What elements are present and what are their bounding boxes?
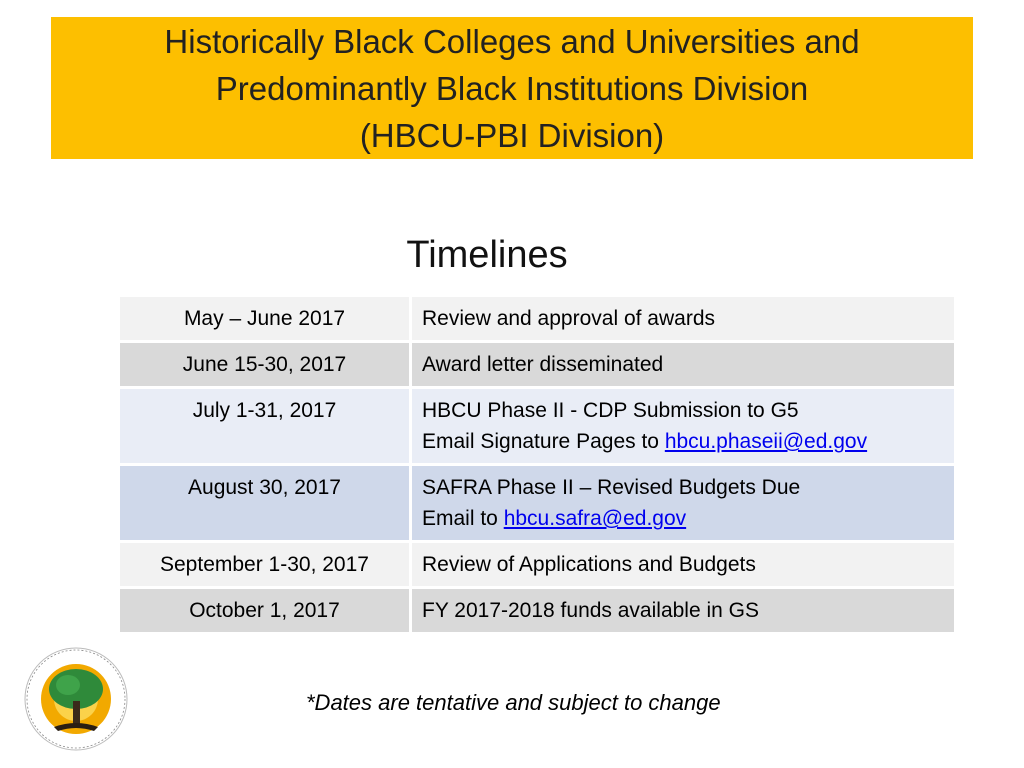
desc-line-2 — [422, 426, 944, 457]
date-cell: October 1, 2017 — [120, 589, 412, 632]
desc-cell — [412, 466, 954, 540]
desc-cell: Award letter disseminated — [412, 343, 954, 386]
desc-cell: Review of Applications and Budgets — [412, 543, 954, 586]
title-line-2: Predominantly Black Institutions Division — [215, 69, 809, 107]
section-title: Timelines — [406, 234, 568, 276]
email-link-safra[interactable]: hbcu.safra@ed.gov — [503, 507, 687, 530]
department-of-education-seal-icon — [24, 645, 128, 753]
desc-cell — [412, 389, 954, 463]
footnote: *Dates are tentative and subject to change — [306, 690, 721, 715]
timeline-table — [120, 294, 954, 635]
desc-line: HBCU Phase II - CDP Submission to G5 — [422, 399, 799, 422]
title-banner — [51, 17, 973, 159]
table-row — [120, 543, 954, 586]
date-cell: September 1-30, 2017 — [120, 543, 412, 586]
table-row — [120, 297, 954, 340]
desc-line-text: Email to — [422, 507, 504, 530]
table-row — [120, 343, 954, 386]
desc-line-text: Email Signature Pages to — [422, 430, 665, 453]
date-cell: May – June 2017 — [120, 297, 412, 340]
desc-cell: Review and approval of awards — [412, 297, 954, 340]
table-row — [120, 589, 954, 632]
desc-cell: FY 2017-2018 funds available in GS — [412, 589, 954, 632]
table-row — [120, 466, 954, 540]
email-link-phaseii[interactable]: hbcu.phaseii@ed.gov — [664, 430, 868, 453]
table-row — [120, 389, 954, 463]
date-cell: June 15-30, 2017 — [120, 343, 412, 386]
date-cell: July 1-31, 2017 — [120, 389, 412, 463]
desc-line: SAFRA Phase II – Revised Budgets Due — [422, 476, 801, 499]
title-line-1: Historically Black Colleges and Universities and — [164, 22, 860, 60]
desc-line-2 — [422, 503, 944, 534]
date-cell: August 30, 2017 — [120, 466, 412, 540]
title-line-3: (HBCU-PBI Division) — [359, 116, 665, 154]
